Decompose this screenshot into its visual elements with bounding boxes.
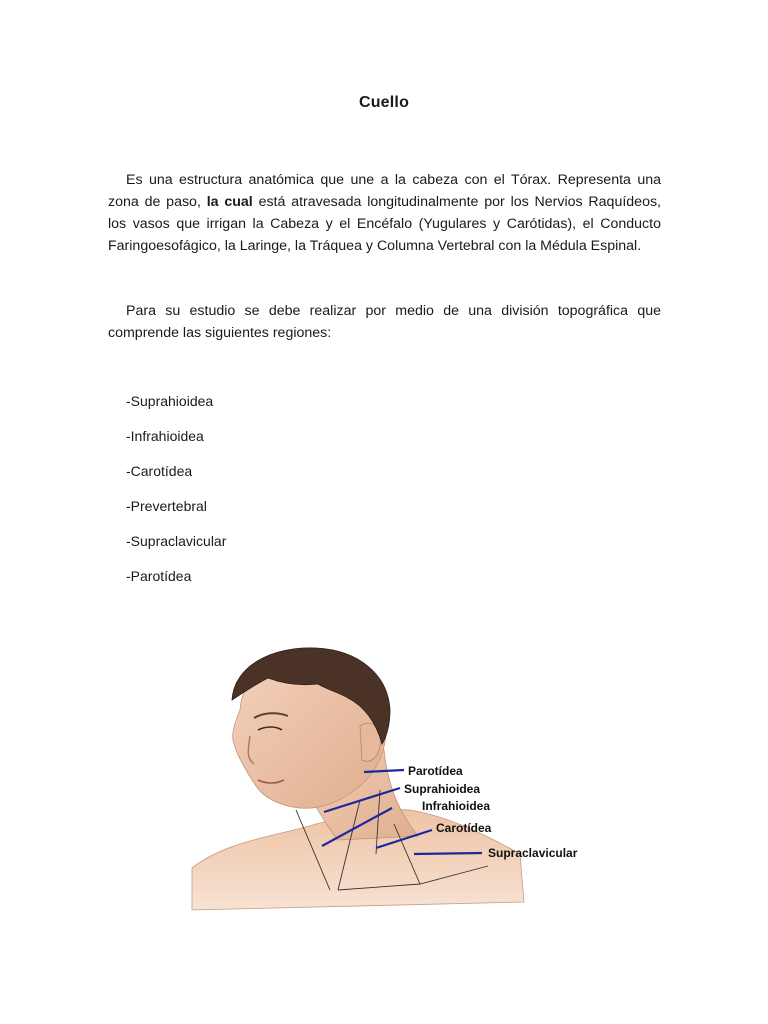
intro-paragraph	[108, 169, 661, 257]
study-paragraph: Para su estudio se debe realizar por medio de una división topográfica que comprende las siguientes regiones:	[108, 303, 661, 341]
list-item: -Prevertebral	[126, 498, 207, 514]
list-item: -Infrahioidea	[126, 428, 204, 444]
intro-text-rest: está atravesada longitudinalmente por los Nervios Raquídeos, los vasos que irrigan la Cabeza y el Encéfalo (Yugulares y Carótidas), el Conducto Faringoesofágico, la Laringe, la Tráquea y Columna Vertebral con la Médula Espinal.	[108, 194, 661, 254]
neck-regions-figure	[188, 640, 608, 920]
intro-text-start: Es una estructura anatómica que une a la cabeza con el Tórax. Representa una zona de paso,	[108, 172, 661, 210]
label-parotidea: Parotídea	[408, 764, 463, 778]
list-item: -Carotídea	[126, 463, 193, 479]
page-title: Cuello	[358, 94, 410, 111]
label-infrahioidea: Infrahioidea	[422, 799, 491, 813]
intro-text-bold: la cual	[206, 194, 253, 210]
list-item: -Suprahioidea	[126, 393, 214, 409]
label-supraclavicular: Supraclavicular	[488, 846, 578, 860]
label-carotidea: Carotídea	[436, 821, 492, 835]
label-suprahioidea: Suprahioidea	[404, 782, 481, 796]
list-item: -Parotídea	[126, 568, 192, 584]
list-item: -Supraclavicular	[126, 533, 227, 549]
neck-illustration	[188, 640, 608, 920]
region-list	[126, 390, 226, 600]
